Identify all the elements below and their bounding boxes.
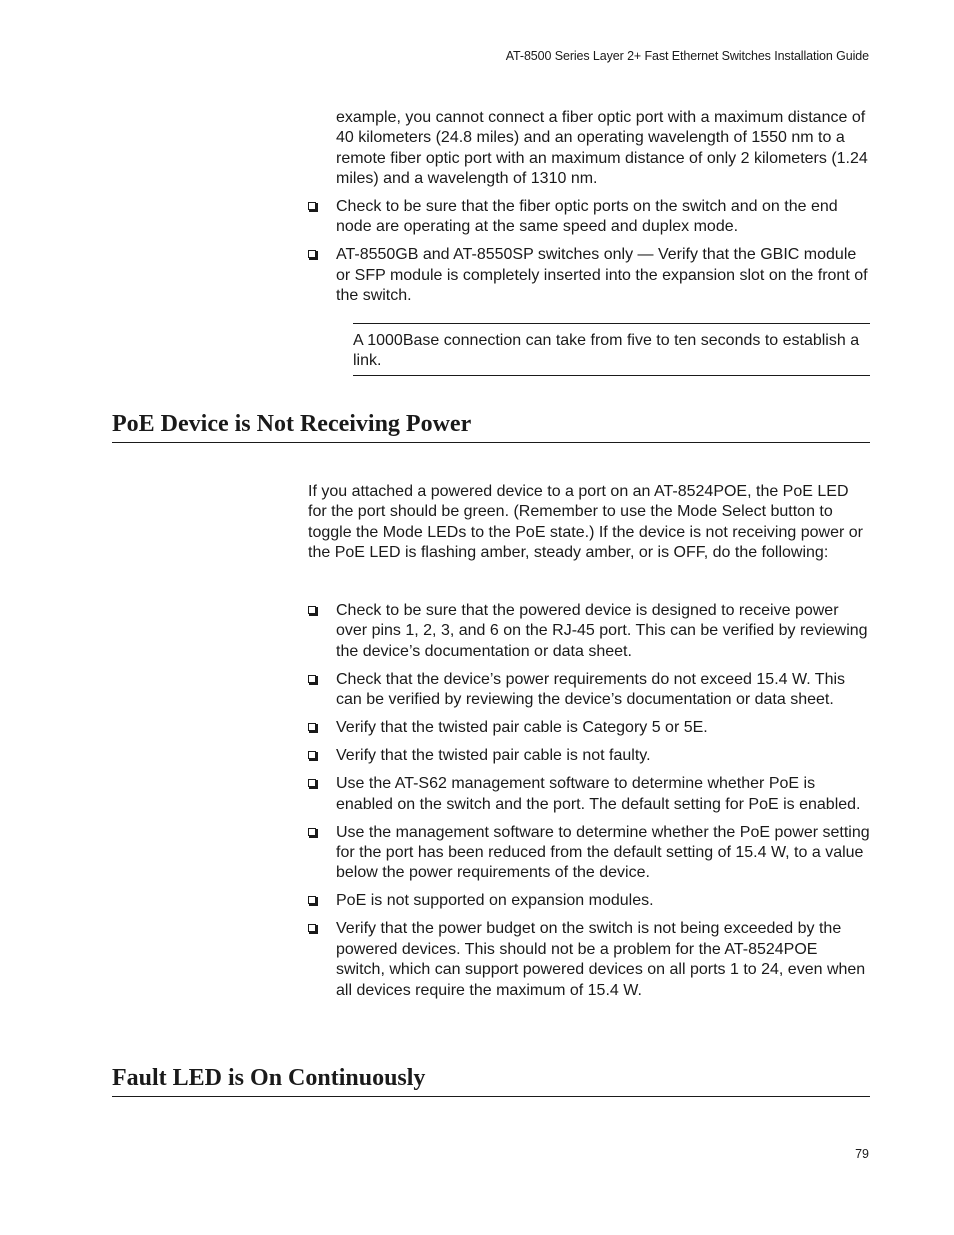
checkbox-bullet-icon bbox=[308, 828, 316, 836]
page-number: 79 bbox=[855, 1147, 869, 1161]
running-header: AT-8500 Series Layer 2+ Fast Ethernet Switches Installation Guide bbox=[505, 49, 869, 63]
poe-intro-paragraph: If you attached a powered device to a port on an AT-8524POE, the PoE LED for the port should be green. (Remember to use the Mode Select button to toggle the Mode LEDs to the PoE state.) If the device is not receiving power or the PoE LED is flashing amber, steady amber, or is OFF, do the following: bbox=[308, 483, 863, 562]
list-item bbox=[308, 774, 870, 815]
list-item-text: AT-8550GB and AT-8550SP switches only — Verify that the GBIC module or SFP module is completely inserted into the expansion slot on the front of the switch. bbox=[336, 246, 868, 305]
list-item-text: Verify that the twisted pair cable is Category 5 or 5E. bbox=[336, 719, 708, 737]
checkbox-bullet-icon bbox=[308, 606, 316, 614]
checkbox-bullet-icon bbox=[308, 924, 316, 932]
section-heading-poe: PoE Device is Not Receiving Power bbox=[112, 410, 870, 443]
list-item bbox=[308, 823, 870, 884]
list-item bbox=[308, 245, 870, 306]
list-item bbox=[308, 197, 870, 238]
section-heading-fault-led: Fault LED is On Continuously bbox=[112, 1064, 870, 1097]
list-item bbox=[308, 718, 870, 738]
checkbox-bullet-icon bbox=[308, 675, 316, 683]
list-item bbox=[308, 746, 870, 766]
checkbox-bullet-icon bbox=[308, 896, 316, 904]
list-item-text: Verify that the power budget on the switch is not being exceeded by the powered devices. This should not be a problem for the AT-8524POE switch, which can support powered devices on all ports 1 to 24, even when all devices require the maximum of 15.4 W. bbox=[336, 920, 866, 999]
list-item-text: Check to be sure that the fiber optic ports on the switch and on the end node are operating at the same speed and duplex mode. bbox=[336, 198, 838, 236]
list-item bbox=[308, 670, 870, 711]
checkbox-bullet-icon bbox=[308, 779, 316, 787]
list-item-text: Check that the device’s power requirements do not exceed 15.4 W. This can be verified by reviewing the device’s documentation or data sheet. bbox=[336, 670, 846, 709]
list-item-text: PoE is not supported on expansion modules. bbox=[336, 892, 654, 910]
list-item bbox=[308, 919, 870, 1001]
note-box bbox=[353, 323, 870, 376]
checkbox-bullet-icon bbox=[308, 723, 316, 731]
continued-paragraph: example, you cannot connect a fiber optic port with a maximum distance of 40 kilometers (24.8 miles) and an operating wavelength of 1550 nm to a remote fiber optic port with an maximum distance of only 2 kilometers (1.24 miles) and a wavelength of 1310 nm. bbox=[336, 109, 868, 188]
fiber-bullet-list bbox=[308, 197, 870, 314]
list-item-text: Verify that the twisted pair cable is not faulty. bbox=[336, 747, 651, 765]
list-item-text: Use the AT-S62 management software to determine whether PoE is enabled on the switch and the port. The default setting for PoE is enabled. bbox=[336, 775, 861, 813]
poe-bullet-list bbox=[308, 601, 870, 1009]
checkbox-bullet-icon bbox=[308, 202, 316, 210]
checkbox-bullet-icon bbox=[308, 250, 316, 258]
note-text: A 1000Base connection can take from five to ten seconds to establish a link. bbox=[353, 332, 860, 370]
list-item bbox=[308, 601, 870, 662]
list-item-text: Check to be sure that the powered device is designed to receive power over pins 1, 2, 3, and 6 on the RJ-45 port. This can be verified by reviewing the device’s documentation or data sheet. bbox=[336, 602, 868, 660]
checkbox-bullet-icon bbox=[308, 751, 316, 759]
list-item-text: Use the management software to determine whether the PoE power setting for the port has been reduced from the default setting of 15.4 W, to a value below the power requirements of the device. bbox=[336, 823, 870, 882]
list-item bbox=[308, 891, 870, 911]
